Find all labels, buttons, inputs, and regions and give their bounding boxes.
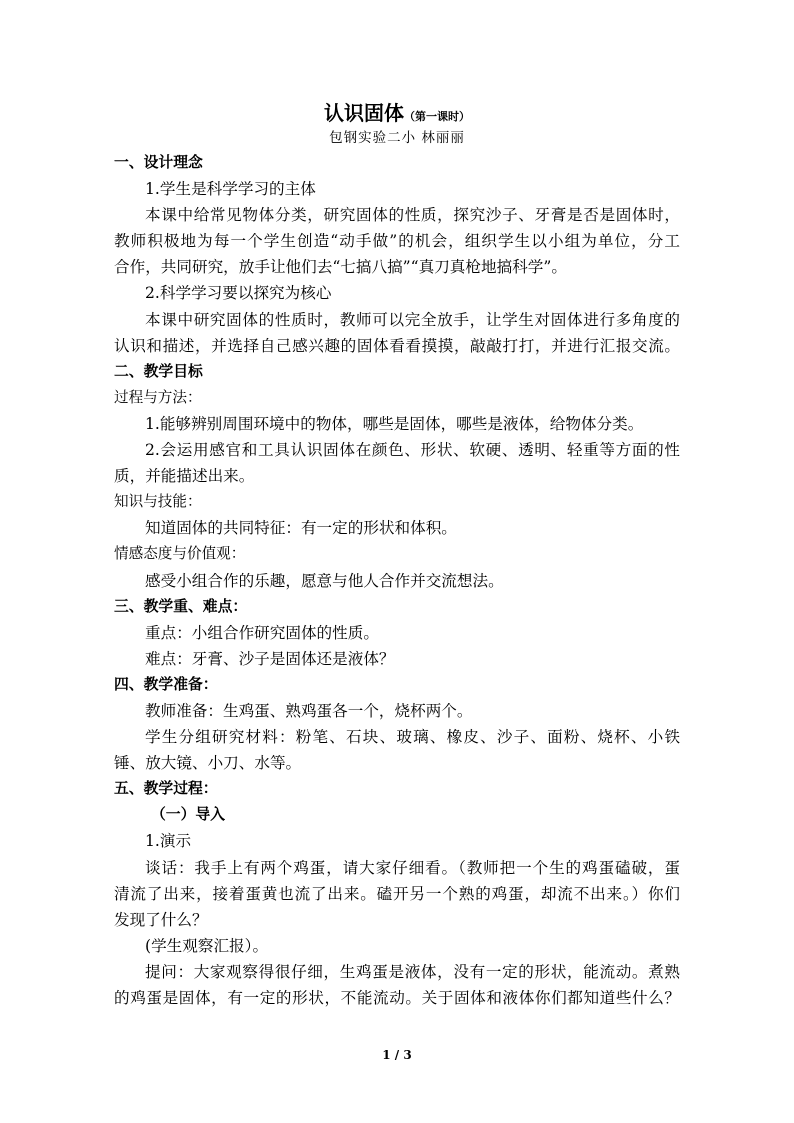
paragraph-line: 合作，共同研究，放手让他们去“七搞八搞”“真刀真枪地搞科学”。 xyxy=(114,258,567,277)
numbered-point: 1.演示 xyxy=(145,832,192,851)
paragraph-line: 提问：大家观察得很仔细，生鸡蛋是液体，没有一定的形状，能流动。煮熟 xyxy=(145,962,680,981)
paragraph-line: 质，并能描述出来。 xyxy=(114,467,255,486)
sub-heading: 情感态度与价值观： xyxy=(114,545,246,563)
paragraph-line: 认识和描述，并选择自己感兴趣的固体看看摸摸，敲敲打打，并进行汇报交流。 xyxy=(114,336,680,355)
paragraph-line: 的鸡蛋是固体，有一定的形状，不能流动。关于固体和液体你们都知道些什么？ xyxy=(114,989,680,1007)
paragraph-line: 学生分组研究材料：粉笔、石块、玻璃、橡皮、沙子、面粉、烧杯、小铁 xyxy=(145,728,680,747)
section-heading: 一、设计理念 xyxy=(114,154,203,171)
paragraph-line: (学生观察汇报）。 xyxy=(145,936,269,955)
paragraph-line: 清流了出来，接着蛋黄也流了出来。磕开另一个熟的鸡蛋，却流不出来。）你们 xyxy=(114,884,680,903)
numbered-point: 2.会运用感官和工具认识固体在颜色、形状、软硬、透明、轻重等方面的性 xyxy=(145,441,680,460)
author-line: 包钢实验二小 林丽丽 xyxy=(329,130,465,146)
paragraph-line: 本课中研究固体的性质时，教师可以完全放手，让学生对固体进行多角度的 xyxy=(145,310,680,329)
sub-heading: 知识与技能： xyxy=(114,493,202,511)
paragraph-line: 发现了什么？ xyxy=(114,910,208,929)
page-number: 1 / 3 xyxy=(382,1048,412,1062)
paragraph-line: 教师准备：生鸡蛋、熟鸡蛋各一个，烧杯两个。 xyxy=(145,701,473,720)
paragraph-line: 难点：牙膏、沙子是固体还是液体？ xyxy=(145,649,395,668)
paragraph-line: 谈话：我手上有两个鸡蛋，请大家仔细看。（教师把一个生的鸡蛋磕破，蛋 xyxy=(145,858,680,877)
paragraph-line: 感受小组合作的乐趣，愿意与他人合作并交流想法。 xyxy=(145,571,504,590)
paragraph-line: 锤、放大镜、小刀、水等。 xyxy=(114,754,302,773)
section-heading: 三、教学重、难点： xyxy=(114,597,248,615)
section-heading: 四、教学准备： xyxy=(114,675,218,693)
section-heading: 五、教学过程： xyxy=(114,780,218,798)
paragraph-line: 教师积极地为每一个学生创造“动手做”的机会，组织学生以小组为单位，分工 xyxy=(114,232,680,251)
section-heading: 二、教学目标 xyxy=(114,362,203,380)
numbered-point: 1.学生是科学学习的主体 xyxy=(145,180,316,199)
numbered-point: 2.科学学习要以探究为核心 xyxy=(145,284,332,303)
title-text: 认识固体 xyxy=(324,101,404,125)
document-body xyxy=(114,150,680,1011)
paragraph-line: 知道固体的共同特征：有一定的形状和体积。 xyxy=(145,519,457,538)
sub-section-heading: （一）导入 xyxy=(151,806,225,824)
paragraph-line: 重点：小组合作研究固体的性质。 xyxy=(145,623,379,642)
numbered-point: 1.能够辨别周围环境中的物体，哪些是固体，哪些是液体，给物体分类。 xyxy=(145,414,644,433)
paragraph-line: 本课中给常见物体分类，研究固体的性质，探究沙子、牙膏是否是固体时， xyxy=(145,206,680,225)
sub-heading: 过程与方法： xyxy=(114,388,202,406)
title-subtitle: （第一课时） xyxy=(404,110,470,123)
